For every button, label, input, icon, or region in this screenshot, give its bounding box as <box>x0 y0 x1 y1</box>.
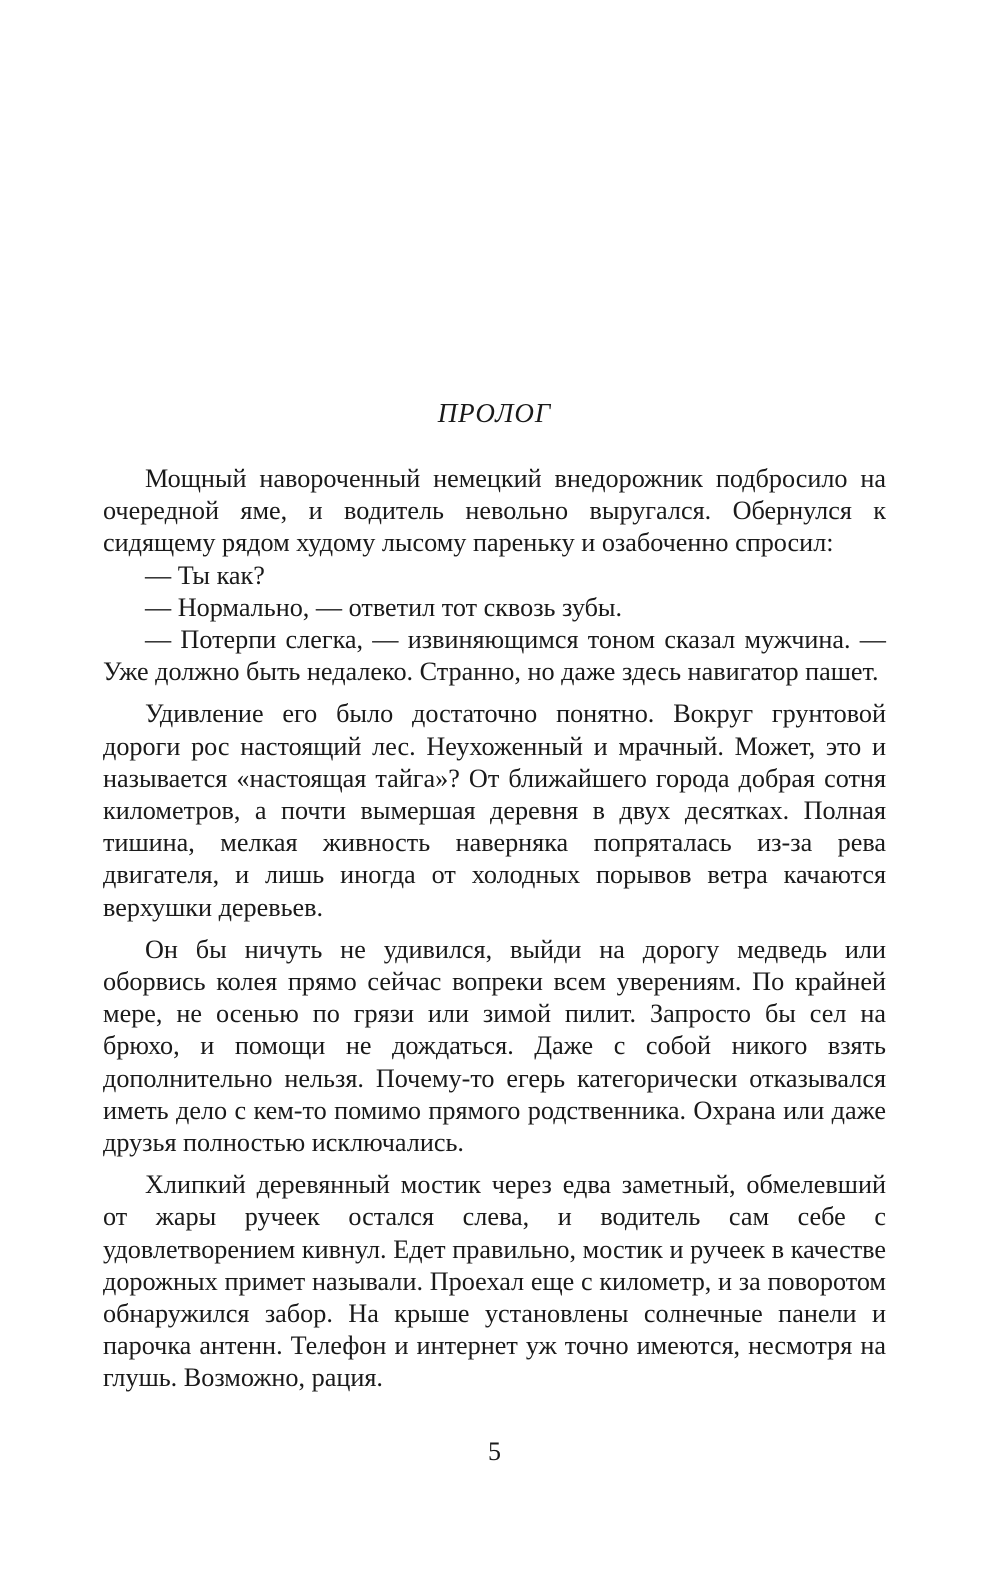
text-body <box>103 463 886 1395</box>
dialog-line: — Ты как? <box>145 560 265 590</box>
chapter-title: ПРОЛОГ <box>437 398 552 428</box>
dialog-line: — Потерпи слегка, — извиняющимся тоном сказал мужчина. — Уже должно быть недалеко. Странно, но даже здесь навигатор пашет. <box>103 625 886 687</box>
paragraph: Хлипкий деревянный мостик через едва заметный, обмелевший от жары ручеек остался слева, и водитель сам себе с удовлетворением кивнул. Едет правильно, мостик и ручеек в качестве дорожных примет называли. Проехал еще с километр, и за поворотом обнаружился забор. На крыше установлены солнечные панели и парочка антенн. Телефон и интернет уж точно имеются, несмотря на глушь. Возможно, рация. <box>103 1170 886 1393</box>
paragraph: Он бы ничуть не удивился, выйди на дорогу медведь или оборвись колея прямо сейчас вопреки всем уверениям. По крайней мере, не осенью по грязи или зимой пилит. Запросто бы сел на брюхо, и помощи не дождаться. Даже с собой никого взять дополнительно нельзя. Почему-то егерь категорически отказывался иметь дело с кем-то помимо прямого родственника. Охрана или даже друзья полностью исключались. <box>103 934 886 1158</box>
page-number: 5 <box>488 1437 501 1466</box>
dialog-line: — Нормально, — ответил тот сквозь зубы. <box>145 592 623 622</box>
book-page <box>103 0 886 1575</box>
paragraph: Мощный навороченный немецкий внедорожник подбросило на очередной яме, и водитель невольно выругался. Обернулся к сидящему рядом худому лысому пареньку и озабоченно спросил: <box>103 464 886 558</box>
paragraph: Удивление его было достаточно понятно. Вокруг грунтовой дороги рос настоящий лес. Неухоженный и мрачный. Может, это и называется «настоящая тайга»? От ближайшего города добрая сотня километров, а почти вымершая деревня в двух десятках. Полная тишина, мелкая живность наверняка попряталась из-за рева двигателя, и лишь иногда от холодных порывов ветра качаются верхушки деревьев. <box>103 699 886 922</box>
